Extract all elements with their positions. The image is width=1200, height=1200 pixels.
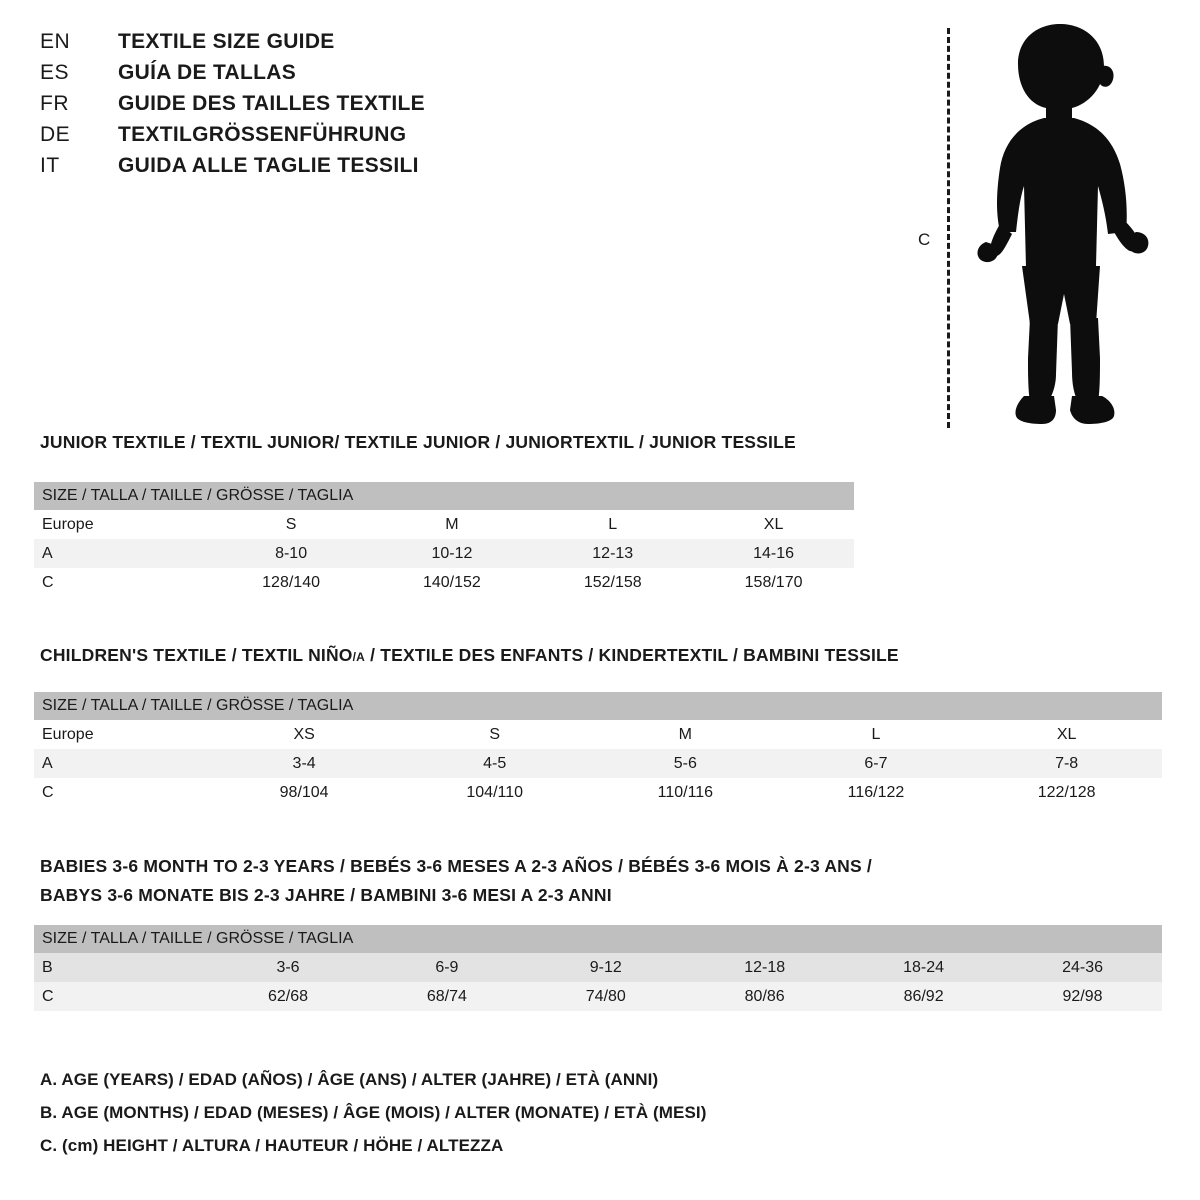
- section-title-children: [40, 645, 899, 666]
- babies-size-table: [34, 925, 1162, 1011]
- cell: XL: [693, 510, 854, 539]
- header-row: [40, 92, 600, 116]
- legend-block: [40, 1070, 1140, 1169]
- cell: 140/152: [372, 568, 533, 597]
- section-title-babies-line1: BABIES 3-6 MONTH TO 2-3 YEARS / BEBÉS 3-6 MESES A 2-3 AÑOS / BÉBÉS 3-6 MOIS À 2-3 ANS /: [40, 856, 872, 876]
- cell: 12-13: [532, 539, 693, 568]
- row-label: A: [34, 749, 209, 778]
- row-label: C: [34, 982, 209, 1011]
- header-lang-code: ES: [40, 61, 70, 84]
- cell: 14-16: [693, 539, 854, 568]
- cell: 74/80: [526, 982, 685, 1011]
- figure-height-dashed-line: [947, 28, 950, 428]
- cell: 24-36: [1003, 953, 1162, 982]
- cell: 110/116: [590, 778, 781, 807]
- header-lang-code: FR: [40, 92, 69, 115]
- cell: XL: [971, 720, 1162, 749]
- cell: 128/140: [211, 568, 372, 597]
- table-row: [34, 982, 1162, 1011]
- row-label: Europe: [34, 720, 209, 749]
- legend-line-c-unit: (cm): [62, 1136, 99, 1155]
- cell: 152/158: [532, 568, 693, 597]
- child-figure-illustration: [900, 10, 1160, 430]
- cell: M: [590, 720, 781, 749]
- row-label: B: [34, 953, 209, 982]
- section-title-children-pre: CHILDREN'S TEXTILE / TEXTIL NIÑO: [40, 645, 353, 665]
- cell: 104/110: [399, 778, 590, 807]
- figure-height-label: C: [918, 230, 931, 249]
- header-row: [40, 154, 600, 178]
- table-row: [34, 510, 854, 539]
- language-title-block: [40, 30, 600, 185]
- cell: 5-6: [590, 749, 781, 778]
- table-header-row: [34, 482, 854, 510]
- cell: 7-8: [971, 749, 1162, 778]
- cell: 98/104: [209, 778, 400, 807]
- legend-line-c: [40, 1136, 1140, 1156]
- table-header-row: [34, 692, 1162, 720]
- header-title-text: TEXTILE SIZE GUIDE: [118, 30, 335, 53]
- table-header-label: SIZE / TALLA / TAILLE / GRÖSSE / TAGLIA: [34, 925, 1162, 953]
- row-label: A: [34, 539, 211, 568]
- cell: 122/128: [971, 778, 1162, 807]
- table-row: [34, 539, 854, 568]
- table-header-row: [34, 925, 1162, 953]
- junior-size-table: [34, 482, 854, 597]
- cell: 6-9: [367, 953, 526, 982]
- header-row: [40, 30, 600, 54]
- cell: 116/122: [781, 778, 972, 807]
- legend-line-a: A. AGE (YEARS) / EDAD (AÑOS) / ÂGE (ANS) / ALTER (JAHRE) / ETÀ (ANNI): [40, 1070, 659, 1089]
- row-label: C: [34, 568, 211, 597]
- cell: 62/68: [209, 982, 368, 1011]
- cell: 10-12: [372, 539, 533, 568]
- cell: 86/92: [844, 982, 1003, 1011]
- cell: L: [781, 720, 972, 749]
- cell: L: [532, 510, 693, 539]
- section-title-children-sub: /A: [352, 650, 366, 664]
- legend-line-b: B. AGE (MONTHS) / EDAD (MESES) / ÂGE (MOIS) / ALTER (MONATE) / ETÀ (MESI): [40, 1103, 707, 1122]
- cell: 6-7: [781, 749, 972, 778]
- row-label: Europe: [34, 510, 211, 539]
- row-label: C: [34, 778, 209, 807]
- header-lang-code: EN: [40, 30, 71, 53]
- children-size-table: [34, 692, 1162, 807]
- header-title-text: GUÍA DE TALLAS: [118, 61, 297, 84]
- cell: 158/170: [693, 568, 854, 597]
- toddler-silhouette-icon: [960, 18, 1150, 428]
- header-title-text: GUIDA ALLE TAGLIE TESSILI: [118, 154, 419, 177]
- section-title-junior: JUNIOR TEXTILE / TEXTIL JUNIOR/ TEXTILE JUNIOR / JUNIORTEXTIL / JUNIOR TESSILE: [40, 432, 796, 452]
- cell: 12-18: [685, 953, 844, 982]
- cell: S: [211, 510, 372, 539]
- header-row: [40, 61, 600, 85]
- cell: XS: [209, 720, 400, 749]
- cell: 4-5: [399, 749, 590, 778]
- table-row: [34, 720, 1162, 749]
- legend-line-c-post: HEIGHT / ALTURA / HAUTEUR / HÖHE / ALTEZZA: [98, 1136, 504, 1155]
- cell: 3-4: [209, 749, 400, 778]
- section-title-children-post: / TEXTILE DES ENFANTS / KINDERTEXTIL / BAMBINI TESSILE: [365, 645, 899, 665]
- table-row: [34, 953, 1162, 982]
- header-lang-code: DE: [40, 123, 71, 146]
- cell: 18-24: [844, 953, 1003, 982]
- cell: 8-10: [211, 539, 372, 568]
- table-header-label: SIZE / TALLA / TAILLE / GRÖSSE / TAGLIA: [34, 482, 854, 510]
- cell: 3-6: [209, 953, 368, 982]
- table-row: [34, 749, 1162, 778]
- section-title-babies-line2: BABYS 3-6 MONATE BIS 2-3 JAHRE / BAMBINI 3-6 MESI A 2-3 ANNI: [40, 885, 612, 905]
- header-title-text: TEXTILGRÖSSENFÜHRUNG: [118, 123, 407, 146]
- header-title-text: GUIDE DES TAILLES TEXTILE: [118, 92, 425, 115]
- cell: 9-12: [526, 953, 685, 982]
- header-lang-code: IT: [40, 154, 60, 177]
- header-row: [40, 123, 600, 147]
- table-row: [34, 568, 854, 597]
- cell: 68/74: [367, 982, 526, 1011]
- cell: 92/98: [1003, 982, 1162, 1011]
- cell: M: [372, 510, 533, 539]
- cell: 80/86: [685, 982, 844, 1011]
- table-row: [34, 778, 1162, 807]
- legend-line-c-pre: C.: [40, 1136, 63, 1155]
- table-header-label: SIZE / TALLA / TAILLE / GRÖSSE / TAGLIA: [34, 692, 1162, 720]
- cell: S: [399, 720, 590, 749]
